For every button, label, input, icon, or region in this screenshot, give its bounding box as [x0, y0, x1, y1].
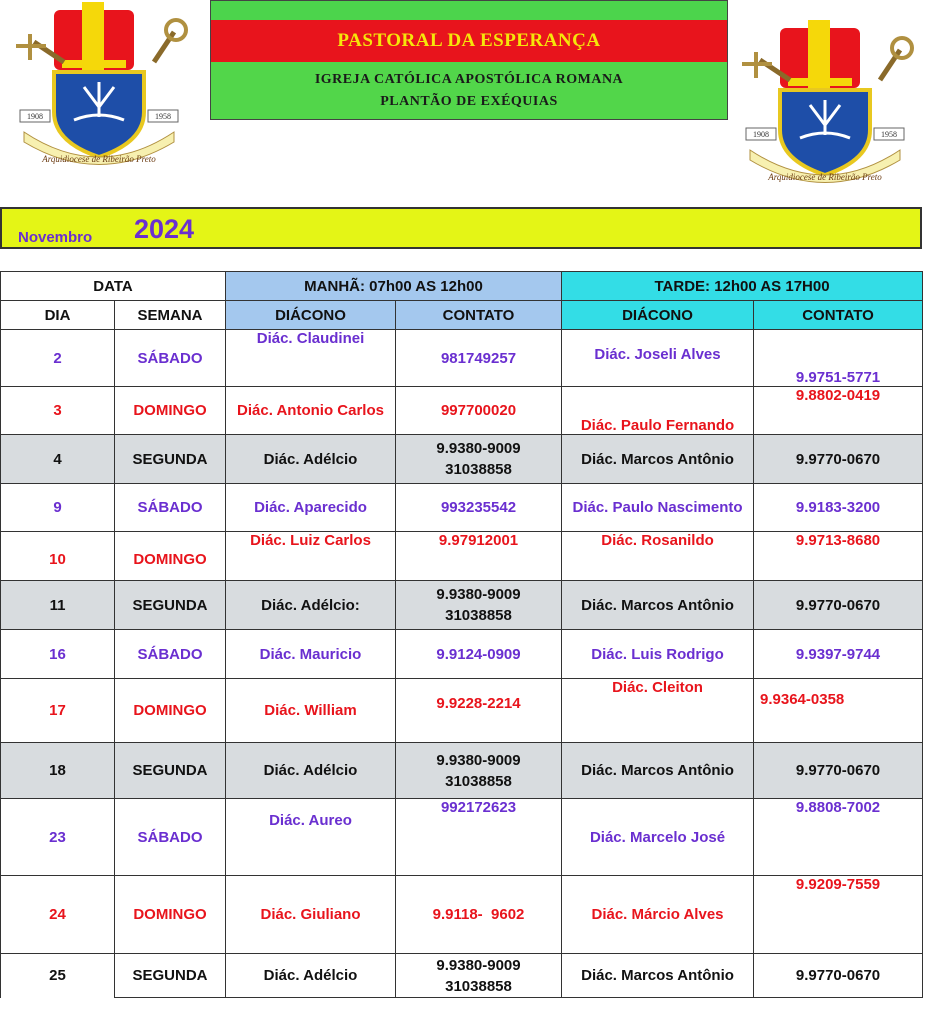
- banner-title: PASTORAL DA ESPERANÇA: [211, 20, 727, 62]
- cell-diacono-manha: Diác. Adélcio: [226, 954, 396, 998]
- cell-contato-manha: [396, 435, 562, 484]
- crest-motto: Arquidiocese de Ribeirão Preto: [768, 172, 882, 182]
- cell-diacono-manha: Diác. Giuliano: [226, 876, 396, 954]
- cell-diacono-tarde: Diác. Paulo Nascimento: [562, 484, 754, 532]
- cell-semana: SÁBADO: [115, 484, 226, 532]
- contato-line-1: 9.9380-9009: [436, 586, 521, 603]
- header-data: DATA: [1, 272, 226, 301]
- month-bar: [0, 207, 922, 249]
- contato-line-2: 31038858: [445, 977, 512, 995]
- table-row: [1, 387, 923, 435]
- cell-diacono-manha: Diác. Antonio Carlos: [226, 387, 396, 435]
- banner-subtitles: [211, 62, 727, 119]
- cell-dia: 2: [1, 330, 115, 387]
- cell-diacono-manha: Diác. Adélcio: [226, 435, 396, 484]
- cell-contato-manha: [396, 954, 562, 998]
- archdiocese-crest-left: [4, 2, 194, 172]
- cell-dia: 23: [1, 799, 115, 876]
- cell-diacono-tarde: Diác. Rosanildo: [562, 532, 754, 581]
- cell-contato-tarde: 9.9770-0670: [754, 954, 923, 998]
- contato-line-1: 9.9380-9009: [436, 440, 521, 457]
- col-header-dia: DIA: [1, 301, 115, 330]
- crest-year-left: 1908: [27, 112, 43, 121]
- banner-subtitle-1: IGREJA CATÓLICA APOSTÓLICA ROMANA: [314, 71, 624, 87]
- header-manha: MANHÃ: 07h00 AS 12h00: [226, 272, 562, 301]
- cell-semana: DOMINGO: [115, 679, 226, 743]
- contato-line-1: 9.9380-9009: [436, 751, 521, 769]
- cell-contato-tarde: 9.9770-0670: [754, 435, 923, 484]
- cell-semana: DOMINGO: [115, 387, 226, 435]
- cell-dia: 10: [1, 532, 115, 581]
- table-row: [1, 435, 923, 484]
- cell-contato-manha: 9.9228-2214: [396, 679, 562, 743]
- cell-diacono-tarde: Diác. Paulo Fernando: [562, 387, 754, 435]
- banner-subtitle-2: PLANTÃO DE EXÉQUIAS: [380, 93, 558, 109]
- col-header-diacono-manha: DIÁCONO: [226, 301, 396, 330]
- header-banner: [210, 0, 728, 120]
- contato-line-1: 9.9380-9009: [436, 956, 521, 974]
- cell-diacono-tarde: Diác. Joseli Alves: [562, 330, 754, 387]
- cell-dia: 4: [1, 435, 115, 484]
- cell-semana: DOMINGO: [115, 876, 226, 954]
- table-row: [1, 679, 923, 743]
- contato-line-2: 31038858: [445, 772, 512, 790]
- crest-year-right: 1958: [881, 130, 897, 139]
- cell-semana: SÁBADO: [115, 630, 226, 679]
- table-row: [1, 630, 923, 679]
- cell-semana: SEGUNDA: [115, 435, 226, 484]
- cell-contato-manha: 9.97912001: [396, 532, 562, 581]
- cell-contato-manha: 981749257: [396, 330, 562, 387]
- cell-contato-tarde: 9.9364-0358: [754, 679, 923, 743]
- cell-diacono-manha: Diác. Mauricio: [226, 630, 396, 679]
- cell-diacono-tarde: Diác. Marcelo José: [562, 799, 754, 876]
- archdiocese-crest-right: [730, 20, 920, 190]
- cell-diacono-tarde: Diác. Cleiton: [562, 679, 754, 743]
- cell-contato-manha: 9.9118- 9602: [396, 876, 562, 954]
- cell-diacono-manha: Diác. Claudinei: [226, 330, 396, 387]
- cell-contato-tarde: 9.9713-8680: [754, 532, 923, 581]
- cell-contato-manha: 997700020: [396, 387, 562, 435]
- cell-dia: 3: [1, 387, 115, 435]
- cell-diacono-tarde: Diác. Marcos Antônio: [562, 743, 754, 799]
- cell-dia: 17: [1, 679, 115, 743]
- cell-semana: SÁBADO: [115, 799, 226, 876]
- cell-diacono-manha: Diác. Adélcio:: [226, 581, 396, 630]
- cell-contato-tarde: 9.9397-9744: [754, 630, 923, 679]
- cell-dia: 25: [1, 954, 115, 998]
- header-tarde: TARDE: 12h00 AS 17H00: [562, 272, 923, 301]
- contato-line-2: 31038858: [445, 607, 512, 624]
- cell-semana: SÁBADO: [115, 330, 226, 387]
- cell-semana: SEGUNDA: [115, 954, 226, 998]
- cell-contato-manha: 9.9124-0909: [396, 630, 562, 679]
- cell-contato-tarde: 9.8802-0419: [754, 387, 923, 435]
- table-row: [1, 532, 923, 581]
- cell-contato-manha: [396, 743, 562, 799]
- cell-dia: 11: [1, 581, 115, 630]
- col-header-semana: SEMANA: [115, 301, 226, 330]
- table-row: [1, 876, 923, 954]
- cell-diacono-tarde: Diác. Luis Rodrigo: [562, 630, 754, 679]
- cell-diacono-manha: Diác. Adélcio: [226, 743, 396, 799]
- cell-contato-manha: 992172623: [396, 799, 562, 876]
- table-row: [1, 799, 923, 876]
- crest-year-right: 1958: [155, 112, 171, 121]
- cell-dia: 18: [1, 743, 115, 799]
- cell-contato-tarde: 9.9770-0670: [754, 743, 923, 799]
- cell-diacono-manha: Diác. Luiz Carlos: [226, 532, 396, 581]
- cell-diacono-tarde: Diác. Marcos Antônio: [562, 581, 754, 630]
- cell-contato-tarde: 9.8808-7002: [754, 799, 923, 876]
- table-row: [1, 330, 923, 387]
- col-header-contato-tarde: CONTATO: [754, 301, 923, 330]
- crest-year-left: 1908: [753, 130, 769, 139]
- cell-contato-tarde: 9.9770-0670: [754, 581, 923, 630]
- cell-dia: 16: [1, 630, 115, 679]
- cell-semana: DOMINGO: [115, 532, 226, 581]
- cell-dia: 9: [1, 484, 115, 532]
- cell-contato-tarde: 9.9209-7559: [754, 876, 923, 954]
- cell-dia: 24: [1, 876, 115, 954]
- schedule-table: [0, 271, 923, 998]
- cell-contato-tarde: 9.9751-5771: [754, 330, 923, 387]
- cell-diacono-tarde: Diác. Marcos Antônio: [562, 954, 754, 998]
- cell-semana: SEGUNDA: [115, 581, 226, 630]
- table-row: [1, 743, 923, 799]
- cell-contato-tarde: 9.9183-3200: [754, 484, 923, 532]
- cell-contato-manha: 993235542: [396, 484, 562, 532]
- table-row: [1, 954, 923, 998]
- cell-diacono-manha: Diác. William: [226, 679, 396, 743]
- banner-green-stripe: [211, 1, 727, 20]
- cell-diacono-manha: Diác. Aureo: [226, 799, 396, 876]
- year-label: 2024: [134, 214, 195, 244]
- table-row: [1, 581, 923, 630]
- crest-motto: Arquidiocese de Ribeirão Preto: [42, 154, 156, 164]
- cell-semana: SEGUNDA: [115, 743, 226, 799]
- col-header-contato-manha: CONTATO: [396, 301, 562, 330]
- cell-diacono-manha: Diác. Aparecido: [226, 484, 396, 532]
- contato-line-2: 31038858: [445, 461, 512, 478]
- month-label: Novembro: [18, 229, 93, 246]
- cell-contato-manha: [396, 581, 562, 630]
- table-row: [1, 484, 923, 532]
- cell-diacono-tarde: Diác. Márcio Alves: [562, 876, 754, 954]
- col-header-diacono-tarde: DIÁCONO: [562, 301, 754, 330]
- cell-diacono-tarde: Diác. Marcos Antônio: [562, 435, 754, 484]
